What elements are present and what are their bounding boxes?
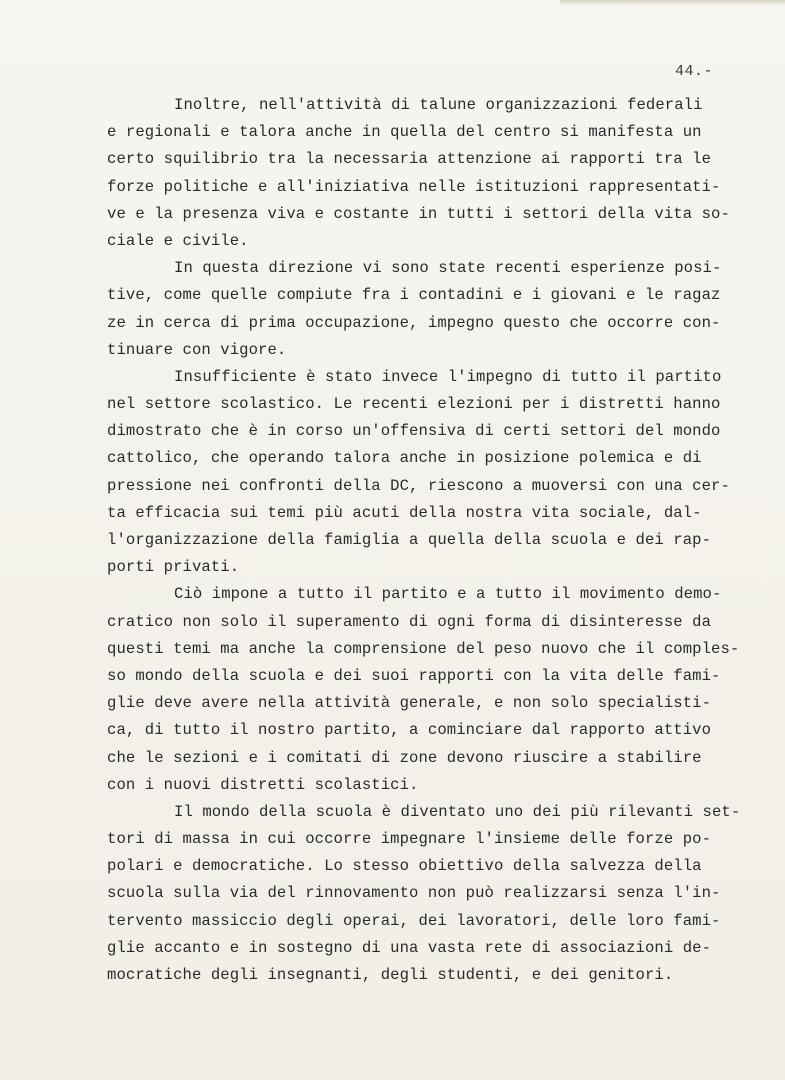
text-line: tive, come quelle compiute fra i contadini e i giovani e le ragaz	[107, 286, 721, 305]
page-number: 44.-	[675, 63, 714, 80]
text-line: pressione nei confronti della DC, riescono a muoversi con una cer-	[107, 476, 730, 495]
text-line: e regionali e talora anche in quella del centro si manifesta un	[107, 123, 702, 142]
text-line: certo squilibrio tra la necessaria attenzione ai rapporti tra le	[107, 150, 712, 169]
text-line: ca, di tutto il nostro partito, a cominciare dal rapporto attivo	[107, 721, 712, 740]
document-body	[107, 92, 757, 989]
text-line: Inoltre, nell'attività di talune organizzazioni federali	[174, 96, 703, 114]
text-line: questi temi ma anche la comprensione del peso nuovo che il comples-	[107, 639, 740, 658]
text-line: glie accanto e in sostegno di una vasta rete di associazioni de-	[107, 938, 712, 957]
text-line: ciale e civile.	[107, 231, 249, 250]
text-line: tervento massiccio degli operai, dei lavoratori, delle loro fami-	[107, 911, 721, 930]
text-line: cattolico, che operando talora anche in posizione polemica e di	[107, 449, 702, 468]
text-line: che le sezioni e i comitati di zone devono riuscire a stabilire	[107, 748, 702, 767]
text-line: l'organizzazione della famiglia a quella della scuola e dei rap-	[107, 531, 712, 549]
text-line: ve e la presenza viva e costante in tutti i settori della vita so-	[107, 204, 730, 223]
text-line: tori di massa in cui occorre impegnare l'insieme delle forze po-	[107, 830, 712, 849]
text-line: nel settore scolastico. Le recenti elezioni per i distretti hanno	[107, 395, 721, 414]
text-line: ta efficacia sui temi più acuti della nostra vita sociale, dal-	[107, 503, 702, 522]
text-line: scuola sulla via del rinnovamento non può realizzarsi senza l'in-	[107, 884, 721, 903]
text-line: polari e democratiche. Lo stesso obiettivo della salvezza della	[107, 857, 702, 876]
text-line: porti privati.	[107, 558, 240, 577]
text-line: In questa direzione vi sono state recenti esperienze posi-	[174, 259, 722, 278]
text-line: tinuare con vigore.	[107, 340, 287, 359]
text-line: ze in cerca di prima occupazione, impegno questo che occorre con-	[107, 313, 721, 332]
text-line: glie deve avere nella attività generale, e non solo specialisti-	[107, 694, 712, 713]
text-line: mocratiche degli insegnanti, degli studenti, e dei genitori.	[107, 966, 674, 984]
text-line: dimostrato che è in corso un'offensiva di certi settori del mondo	[107, 422, 721, 441]
paper-edge	[560, 0, 785, 6]
text-line: Insufficiente è stato invece l'impegno di tutto il partito	[174, 367, 722, 386]
text-line: con i nuovi distretti scolastici.	[107, 775, 419, 794]
text-line: so mondo della scuola e dei suoi rapporti con la vita delle fami-	[107, 666, 721, 685]
text-line: forze politiche e all'iniziativa nelle istituzioni rappresentati-	[107, 177, 721, 196]
text-line: Ciò impone a tutto il partito e a tutto il movimento demo-	[174, 585, 722, 604]
text-line: Il mondo della scuola è diventato uno dei più rilevanti set-	[174, 802, 741, 821]
text-line: cratico non solo il superamento di ogni forma di disinteresse da	[107, 612, 712, 631]
